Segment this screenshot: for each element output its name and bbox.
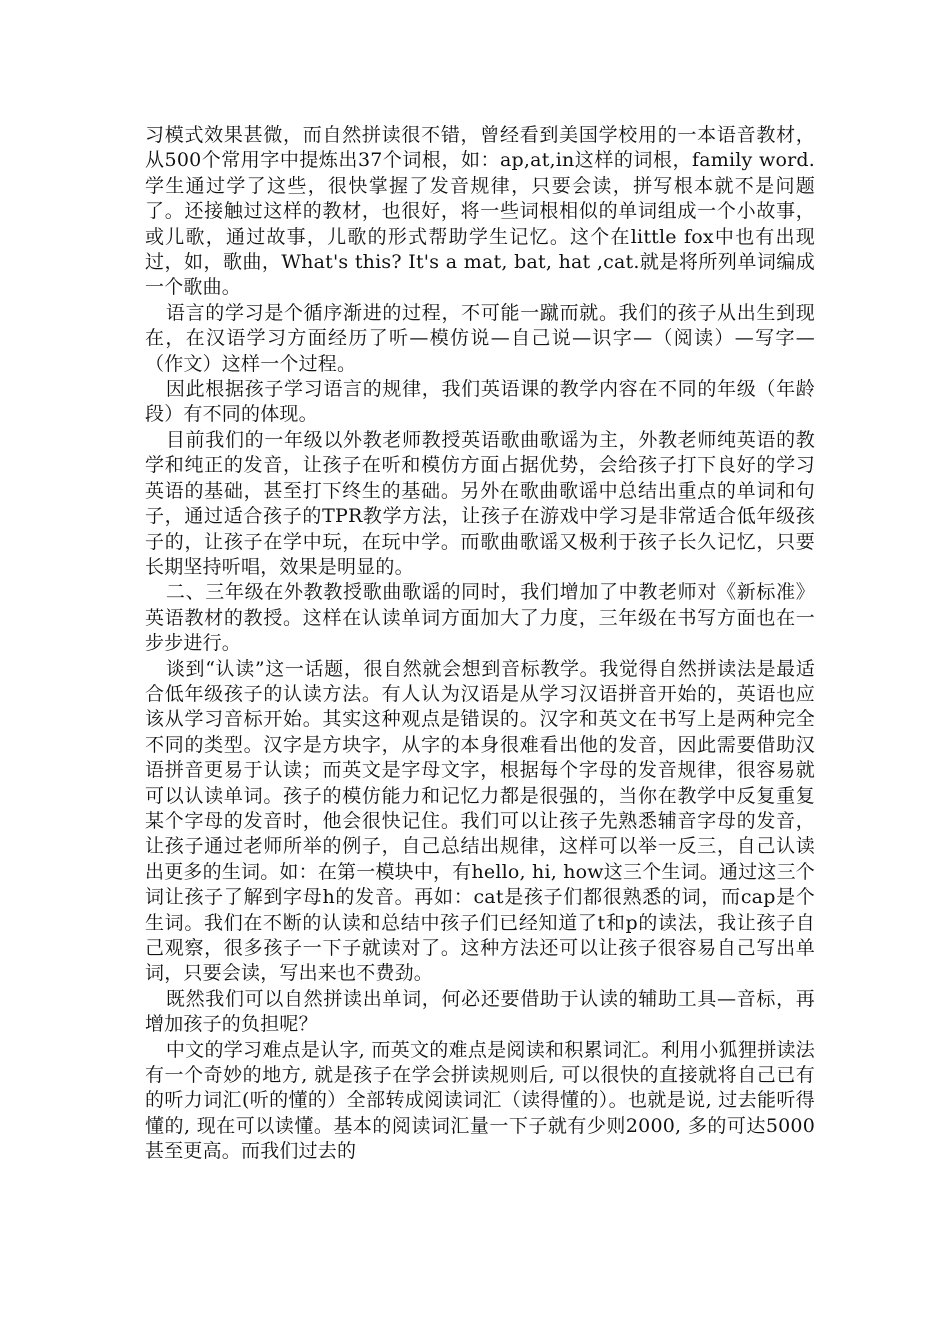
paragraph-6: 谈到“认读”这一话题，很自然就会想到音标教学。我觉得自然拼读法是最适合低年级孩子的认读方法。有人认为汉语是从学习汉语拼音开始的，英语也应该从学习音标开始。其实这种观点是错误的。汉字和英文在书写上是两种完全不同的类型。汉字是方块字，从字的本身很难看出他的发音，因此需要借助汉语拼音更易于认读；而英文是字母文字，根据每个字母的发音规律，很容易就可以认读单词。孩子的模仿能力和记忆力都是很强的，当你在教学中反复重复某个字母的发音时，他会很快记住。我们可以让孩子先熟悉辅音字母的发音，让孩子通过老师所举的例子，自己总结出规律，这样可以举一反三，自己认读出更多的生词。如：在第一模块中，有hello, hi, how这三个生词。通过这三个词让孩子了解到字母h的发音。再如：cat是孩子们都很熟悉的词，而cap是个生词。我们在不断的认读和总结中孩子们已经知道了t和p的读法，我让孩子自己观察，很多孩子一下子就读对了。这种方法还可以让孩子很容易自己写出单词，只要会读，写出来也不费劲。 bbox=[145, 657, 815, 985]
paragraph-7: 既然我们可以自然拼读出单词，何必还要借助于认读的辅助工具—音标，再增加孩子的负担呢？ bbox=[145, 987, 815, 1036]
paragraph-3: 因此根据孩子学习语言的规律，我们英语课的教学内容在不同的年级（年龄段）有不同的体现。 bbox=[145, 378, 815, 426]
paragraph-8: 中文的学习难点是认字, 而英文的难点是阅读和积累词汇。利用小狐狸拼读法有一个奇妙的地方, 就是孩子在学会拼读规则后, 可以很快的直接就将自己已有的听力词汇(听的懂的）全部转成阅读词汇（读得懂的）。也就是说, 过去能听得懂的, 现在可以读懂。基本的阅读词汇量一下子就有少则2000, 多的可达5000甚至更高。而我们过去的 bbox=[145, 1038, 815, 1163]
paragraph-1: 习模式效果甚微，而自然拼读很不错，曾经看到美国学校用的一本语音教材，从500个常用字中提炼出37个词根，如：ap,at,in这样的词根，family word.学生通过学了这些，很快掌握了发音规律，只要会读，拼写根本就不是问题了。还接触过这样的教材，也很好，将一些词根相似的单词组成一个小故事，或儿歌，通过故事，儿歌的形式帮助学生记忆。这个在little fox中也有出现过，如，歌曲，What's this? It's a mat, bat, hat ,cat.就是将所列单词编成一个歌曲。 bbox=[145, 124, 815, 299]
paragraph-5: 二、三年级在外教教授歌曲歌谣的同时，我们增加了中教老师对《新标准》英语教材的教授。这样在认读单词方面加大了力度，三年级在书写方面也在一步步进行。 bbox=[145, 581, 815, 655]
paragraph-4: 目前我们的一年级以外教老师教授英语歌曲歌谣为主，外教老师纯英语的教学和纯正的发音，让孩子在听和模仿方面占据优势，会给孩子打下良好的学习英语的基础，甚至打下终生的基础。另外在歌曲歌谣中总结出重点的单词和句子，通过适合孩子的TPR教学方法，让孩子在游戏中学习是非常适合低年级孩子的，让孩子在学中玩，在玩中学。而歌曲歌谣又极利于孩子长久记忆，只要长期坚持听唱，效果是明显的。 bbox=[145, 428, 815, 578]
paragraph-2: 语言的学习是个循序渐进的过程，不可能一蹴而就。我们的孩子从出生到现在，在汉语学习方面经历了听—模仿说—自己说—识字—（阅读）—写字—（作文）这样一个过程。 bbox=[145, 301, 815, 375]
document-body bbox=[145, 123, 815, 1165]
